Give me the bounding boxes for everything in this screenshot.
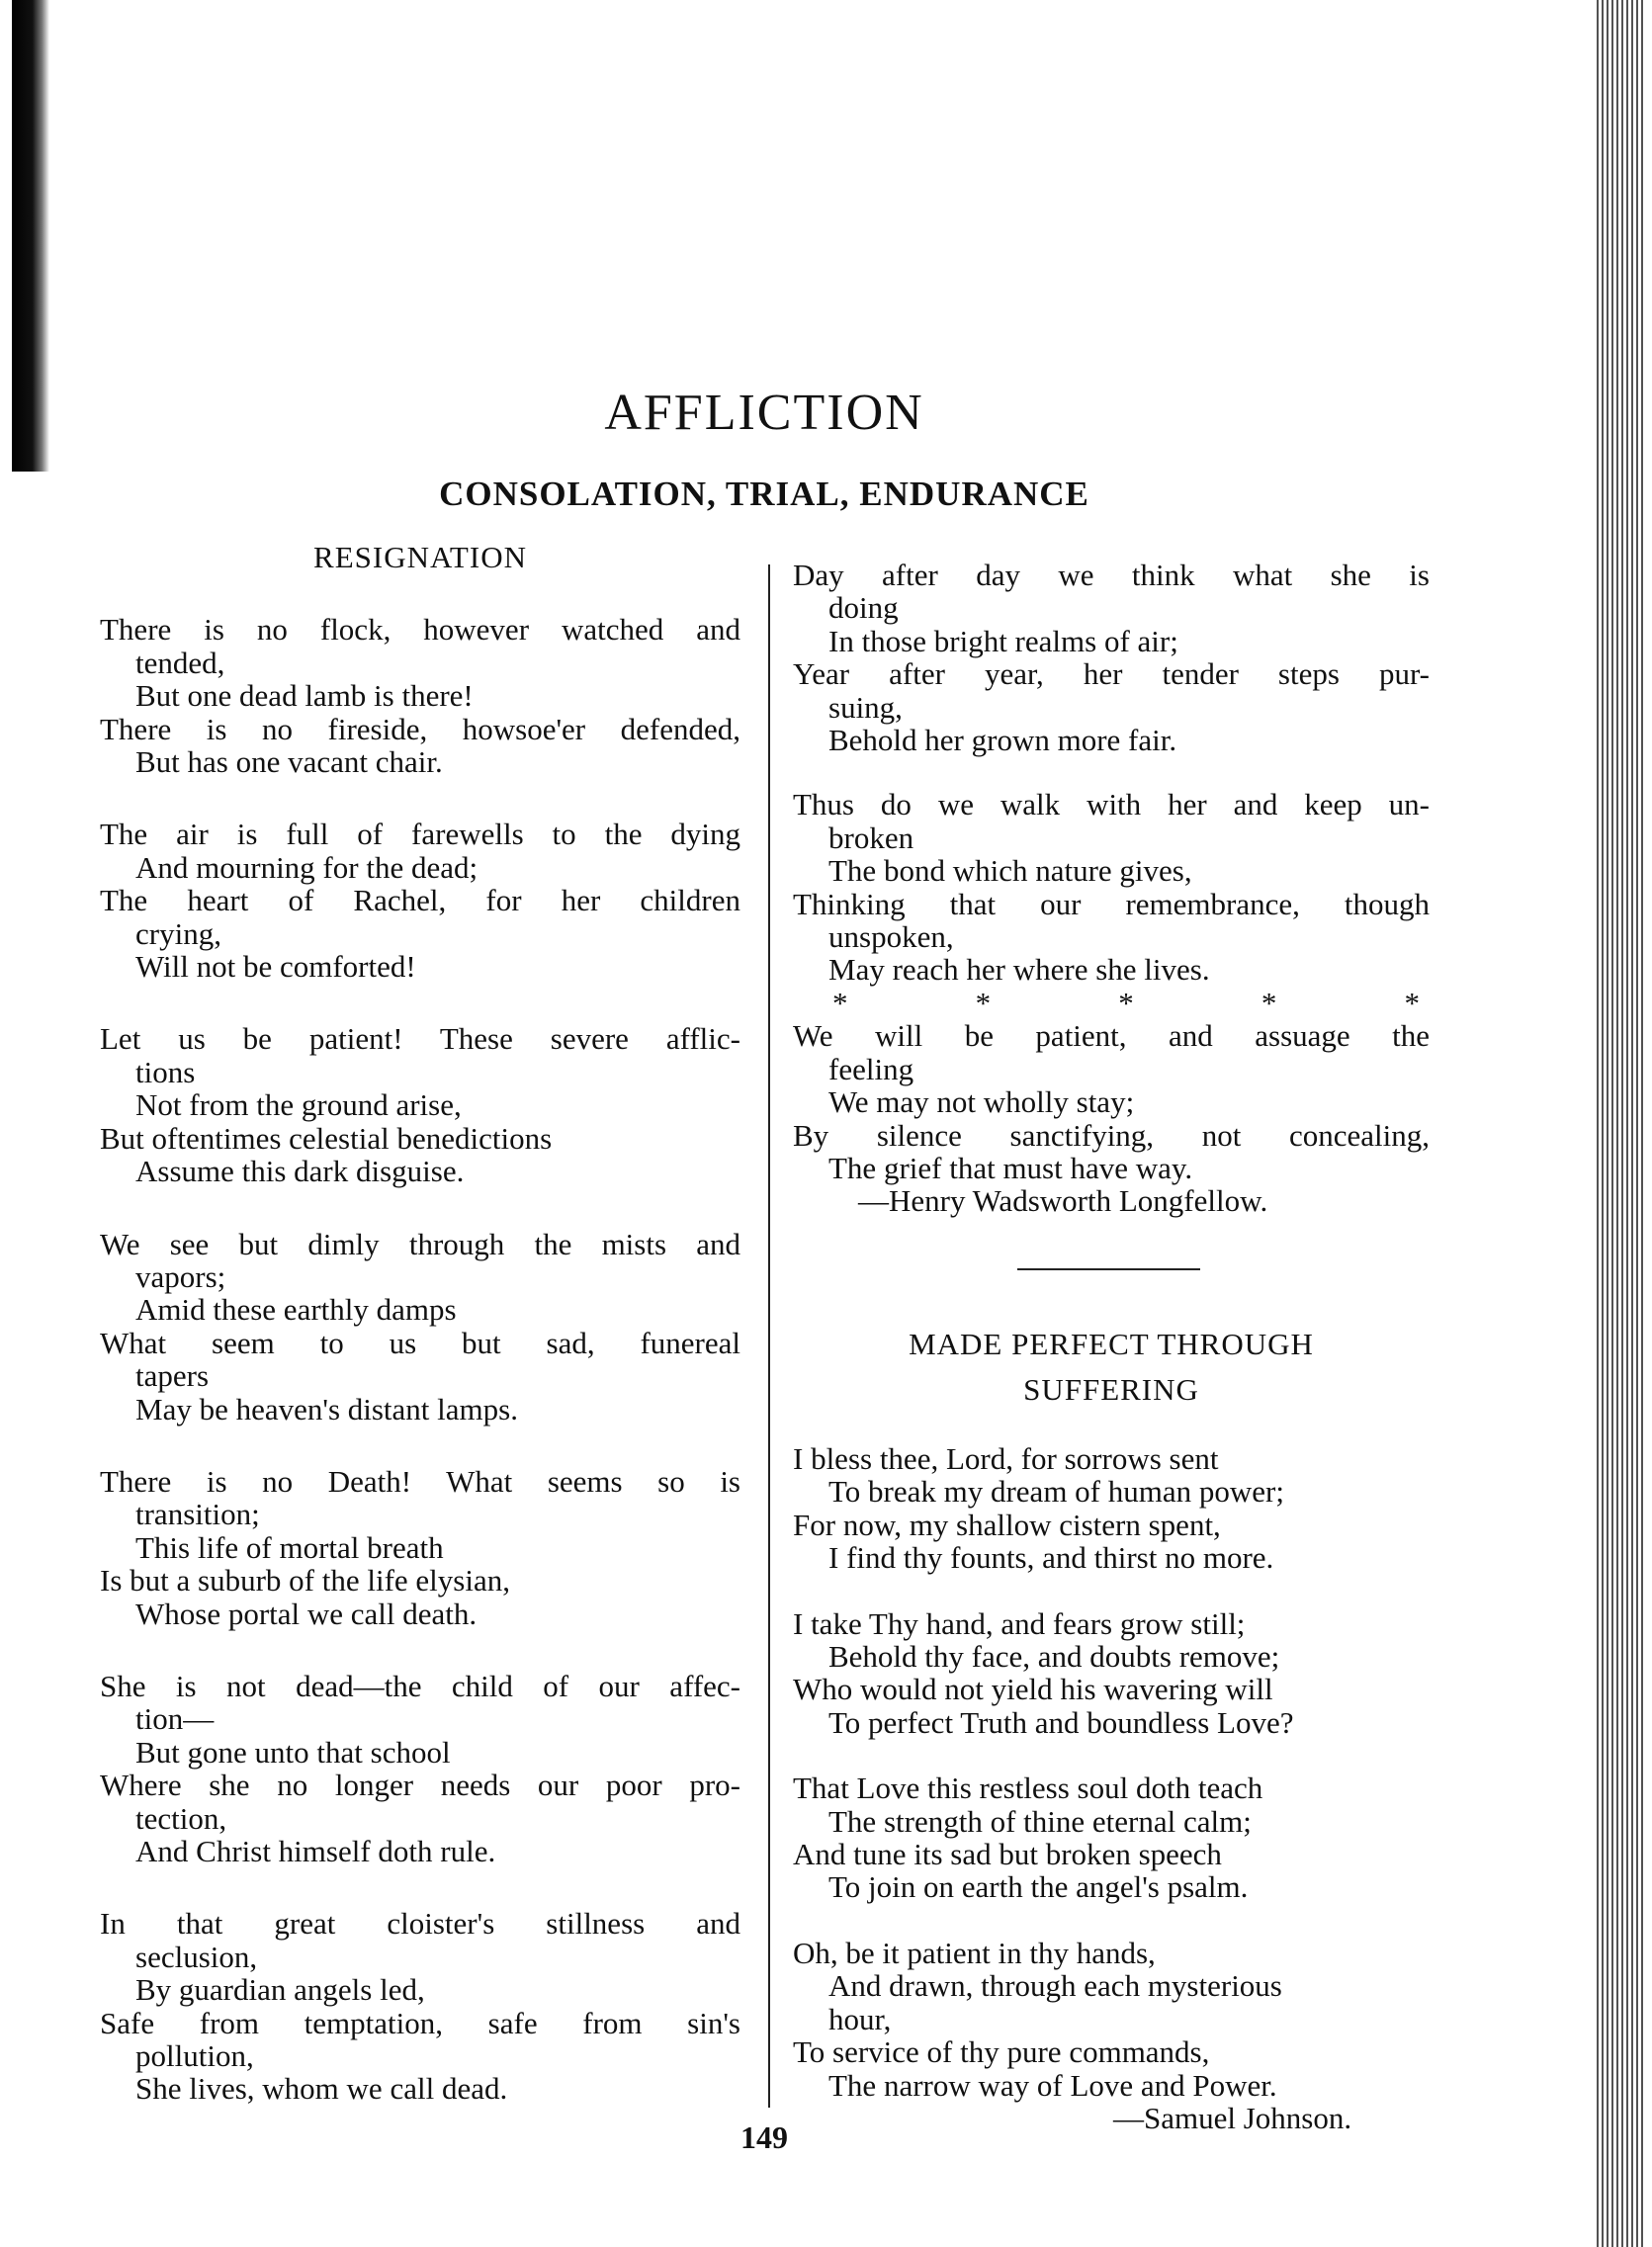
poem-made-perfect — [793, 1325, 1430, 2134]
stanza — [100, 1022, 740, 1187]
asterisk: * — [1118, 985, 1134, 1020]
verse-line: I bless thee, Lord, for sorrows sent — [793, 1441, 1219, 1476]
verse-line: The bond which nature gives, — [828, 853, 1192, 889]
verse-line: May reach her where she lives. — [828, 952, 1210, 988]
stanza — [793, 559, 1430, 756]
stanza — [100, 1465, 740, 1630]
stanza — [793, 788, 1430, 1217]
chapter-subtitle: CONSOLATION, TRIAL, ENDURANCE — [439, 475, 1089, 513]
section-rule — [1017, 1268, 1200, 1270]
verse-line: For now, my shallow cistern spent, — [793, 1507, 1221, 1542]
verse-line: There is no Death! What seems so is — [100, 1463, 740, 1499]
verse-line: To break my dream of human power; — [828, 1474, 1284, 1510]
verse-line: unspoken, — [828, 919, 954, 955]
verse-line: feeling — [828, 1051, 914, 1086]
asterisk: * — [1404, 985, 1420, 1020]
verse-line: We may not wholly stay; — [828, 1084, 1135, 1120]
asterisk: * — [1261, 985, 1277, 1020]
right-column — [793, 559, 1430, 1218]
verse-line: Day after day we think what she is — [793, 558, 1430, 592]
verse-line: transition; — [135, 1497, 260, 1532]
verse-line: Thus do we walk with her and keep un- — [793, 787, 1430, 822]
stanza — [100, 613, 740, 778]
verse-line: Year after year, her tender steps pur- — [793, 656, 1430, 692]
verse-line: tapers — [135, 1358, 210, 1394]
verse-line: To join on earth the angel's psalm. — [828, 1869, 1249, 1905]
poem-author: —Samuel Johnson. — [1113, 2100, 1352, 2135]
verse-line: crying, — [135, 915, 221, 951]
verse-line: And tune its sad but broken speech — [793, 1837, 1222, 1872]
verse-line: The grief that must have way. — [828, 1150, 1193, 1185]
verse-line: Whose portal we call death. — [135, 1596, 478, 1631]
verse-line: I find thy founts, and thirst no more. — [828, 1540, 1274, 1576]
verse-line: Oh, be it patient in thy hands, — [793, 1935, 1156, 1970]
column-divider — [768, 564, 770, 2108]
verse-line: seclusion, — [135, 1939, 258, 1974]
verse-line: The strength of thine eternal calm; — [828, 1803, 1252, 1839]
verse-line: May be heaven's distant lamps. — [135, 1391, 518, 1426]
verse-line: tended, — [135, 645, 225, 680]
verse-line: This life of mortal breath — [135, 1529, 444, 1565]
verse-line: By guardian angels led, — [135, 1972, 425, 2008]
verse-line: broken — [828, 820, 914, 855]
verse-line: And Christ himself doth rule. — [135, 1834, 496, 1868]
verse-line: The air is full of farewells to the dying — [100, 817, 740, 852]
poem-title-line-2: SUFFERING — [1023, 1372, 1199, 1407]
verse-line: But oftentimes celestial benedictions — [100, 1120, 553, 1156]
chapter-title: AFFLICTION — [604, 385, 924, 441]
verse-line: suing, — [828, 689, 903, 725]
verse-line: Let us be patient! These severe afflic- — [100, 1021, 740, 1057]
stanza — [793, 1772, 1430, 1904]
poem-title-line-1: MADE PERFECT THROUGH — [909, 1327, 1314, 1361]
stanza — [793, 1442, 1430, 1575]
stanza — [100, 1907, 740, 2105]
verse-line: Not from the ground arise, — [135, 1087, 462, 1123]
verse-line: Safe from temptation, safe from sin's — [100, 2005, 740, 2040]
asterisk: * — [975, 985, 992, 1020]
verse-line: Who would not yield his wavering will — [793, 1672, 1273, 1707]
verse-line: Where she no longer needs our poor pro- — [100, 1768, 740, 1803]
verse-line: But has one vacant chair. — [135, 744, 443, 780]
left-column — [100, 541, 740, 2106]
verse-line: That Love this restless soul doth teach — [793, 1771, 1263, 1806]
verse-line: We see but dimly through the mists and — [100, 1226, 740, 1261]
verse-line: tions — [135, 1054, 196, 1089]
verse-line: There is no flock, however watched and — [100, 612, 740, 648]
poem-title-resignation: RESIGNATION — [313, 540, 527, 574]
verse-line: The narrow way of Love and Power. — [828, 2067, 1277, 2103]
stanza — [793, 1607, 1430, 1740]
verse-line: I take Thy hand, and fears grow still; — [793, 1605, 1246, 1641]
verse-line: There is no fireside, howsoe'er defended, — [100, 711, 740, 746]
stanza — [100, 818, 740, 983]
verse-line: By silence sanctifying, not concealing, — [793, 1117, 1430, 1153]
verse-line: To perfect Truth and boundless Love? — [828, 1704, 1294, 1740]
stanza — [100, 1228, 740, 1426]
verse-line: pollution, — [135, 2038, 254, 2074]
verse-line: hour, — [828, 2001, 892, 2036]
page-number: 149 — [740, 2119, 788, 2155]
verse-line: The heart of Rachel, for her children — [100, 883, 740, 918]
verse-line: And drawn, through each mysterious — [828, 1968, 1282, 2004]
verse-line: To service of thy pure commands, — [793, 2034, 1210, 2070]
verse-line: And mourning for the dead; — [135, 849, 478, 885]
verse-line: Thinking that our remembrance, though — [793, 886, 1430, 921]
verse-line: Behold her grown more fair. — [828, 723, 1177, 758]
verse-line: We will be patient, and assuage the — [793, 1018, 1430, 1054]
verse-line: doing — [828, 590, 899, 626]
poem-author: —Henry Wadsworth Longfellow. — [858, 1183, 1268, 1219]
verse-line: tection, — [135, 1800, 227, 1836]
verse-line: She is not dead—the child of our affec- — [100, 1668, 740, 1703]
verse-line: Is but a suburb of the life elysian, — [100, 1563, 510, 1599]
verse-line: tion— — [135, 1701, 215, 1737]
verse-line: Amid these earthly damps — [135, 1292, 457, 1328]
stanza — [100, 1670, 740, 1867]
verse-line: What seem to us but sad, funereal — [100, 1325, 740, 1360]
verse-line: vapors; — [135, 1258, 226, 1294]
verse-line: She lives, whom we call dead. — [135, 2071, 508, 2107]
page-edge-lines — [1594, 0, 1645, 2247]
asterisk: * — [832, 985, 848, 1020]
verse-line: Will not be comforted! — [135, 949, 416, 985]
verse-line: But gone unto that school — [135, 1734, 451, 1770]
verse-line: Behold thy face, and doubts remove; — [828, 1639, 1280, 1675]
verse-line: Assume this dark disguise. — [135, 1154, 465, 1189]
stanza — [793, 1937, 1430, 2134]
verse-line: But one dead lamb is there! — [135, 678, 474, 714]
verse-line: In those bright realms of air; — [828, 623, 1178, 658]
verse-line: In that great cloister's stillness and — [100, 1906, 740, 1942]
stanza-separator — [793, 987, 1430, 1019]
